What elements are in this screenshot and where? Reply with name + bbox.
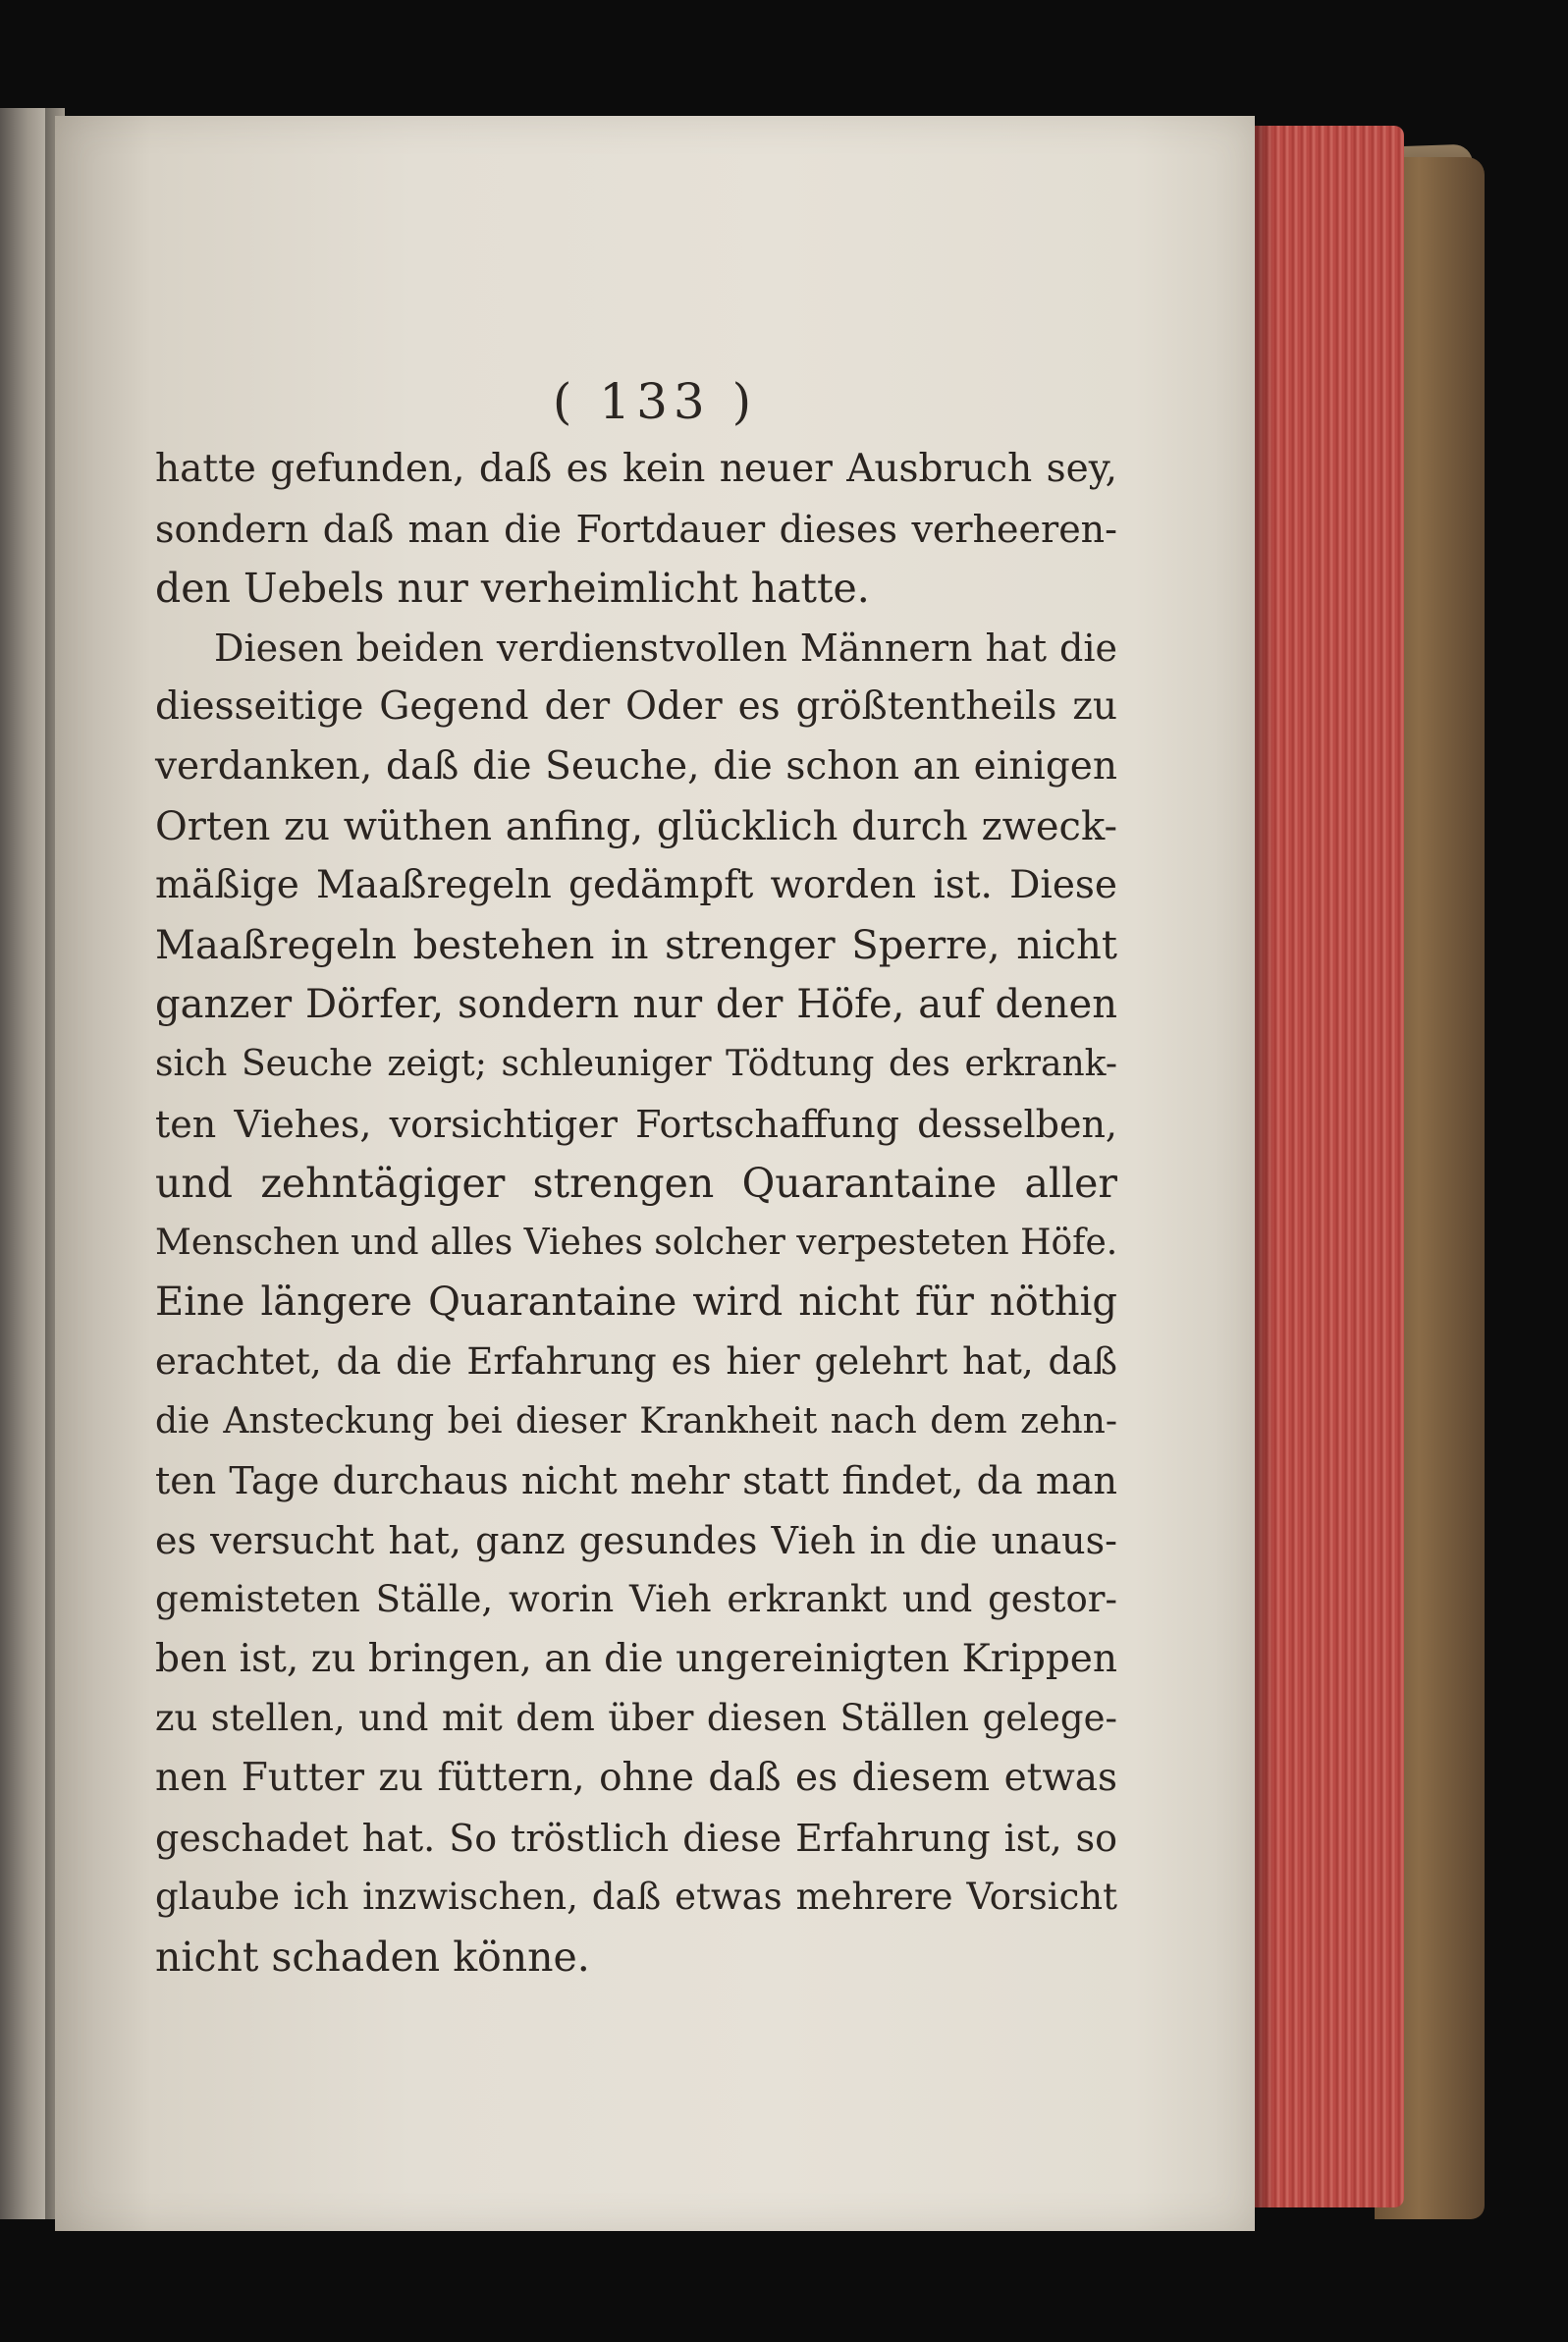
page-text (155, 440, 1117, 1987)
facing-page-edge (0, 108, 51, 2219)
text-line: diesseitige Gegend der Oder es größtentheils zu (155, 684, 1117, 730)
text-line: mäßige Maaßregeln gedämpft worden ist. Diese (155, 863, 1117, 908)
text-line: und zehntägiger strengen Quarantaine aller (155, 1160, 1117, 1208)
text-line: sondern daß man die Fortdauer dieses verheeren- (155, 507, 1117, 551)
text-line: ben ist, zu bringen, an die ungereinigten Krippen (155, 1636, 1117, 1681)
text-line: Maaßregeln bestehen in strenger Sperre, nicht (155, 922, 1117, 968)
page-number: ( 133 ) (552, 373, 758, 430)
text-line: hatte gefunden, daß es kein neuer Ausbruch sey, (155, 447, 1117, 491)
text-line: Diesen beiden verdienstvollen Männern hat die (214, 626, 1117, 670)
text-line: Eine längere Quarantaine wird nicht für nöthig (155, 1280, 1117, 1326)
text-line: den Uebels nur verheimlicht hatte. (155, 565, 870, 613)
text-line: erachtet, da die Erfahrung es hier gelehrt hat, daß (155, 1339, 1117, 1383)
text-line: verdanken, daß die Seuche, die schon an einigen (155, 743, 1117, 789)
fore-edge-shadow (1255, 126, 1274, 2207)
text-line: glaube ich inzwischen, daß etwas mehrere Vorsicht (155, 1876, 1117, 1919)
text-line: ten Viehes, vorsichtiger Fortschaffung desselben, (155, 1102, 1117, 1146)
text-line: nicht schaden könne. (155, 1933, 590, 1981)
book-page (55, 116, 1255, 2231)
text-line: gemisteten Ställe, worin Vieh erkrankt und gestor- (155, 1578, 1117, 1621)
text-line: Menschen und alles Viehes solcher verpesteten Höfe. (155, 1222, 1118, 1263)
text-line: nen Futter zu füttern, ohne daß es diesem etwas (155, 1756, 1117, 1801)
text-line: Orten zu wüthen anfing, glücklich durch zweck- (155, 803, 1117, 849)
red-page-edges (1255, 126, 1404, 2207)
text-line: ganzer Dörfer, sondern nur der Höfe, auf denen (155, 982, 1117, 1028)
text-line: zu stellen, und mit dem über diesen Ställen gelege- (155, 1697, 1117, 1740)
text-line: es versucht hat, ganz gesundes Vieh in die unaus- (155, 1518, 1117, 1562)
text-line: ten Tage durchaus nicht mehr statt findet, da man (155, 1459, 1117, 1503)
text-line: sich Seuche zeigt; schleuniger Tödtung des erkrank- (155, 1043, 1117, 1084)
text-line: die Ansteckung bei dieser Krankheit nach dem zehn- (155, 1400, 1117, 1442)
text-line: geschadet hat. So tröstlich diese Erfahrung ist, so (155, 1816, 1117, 1860)
